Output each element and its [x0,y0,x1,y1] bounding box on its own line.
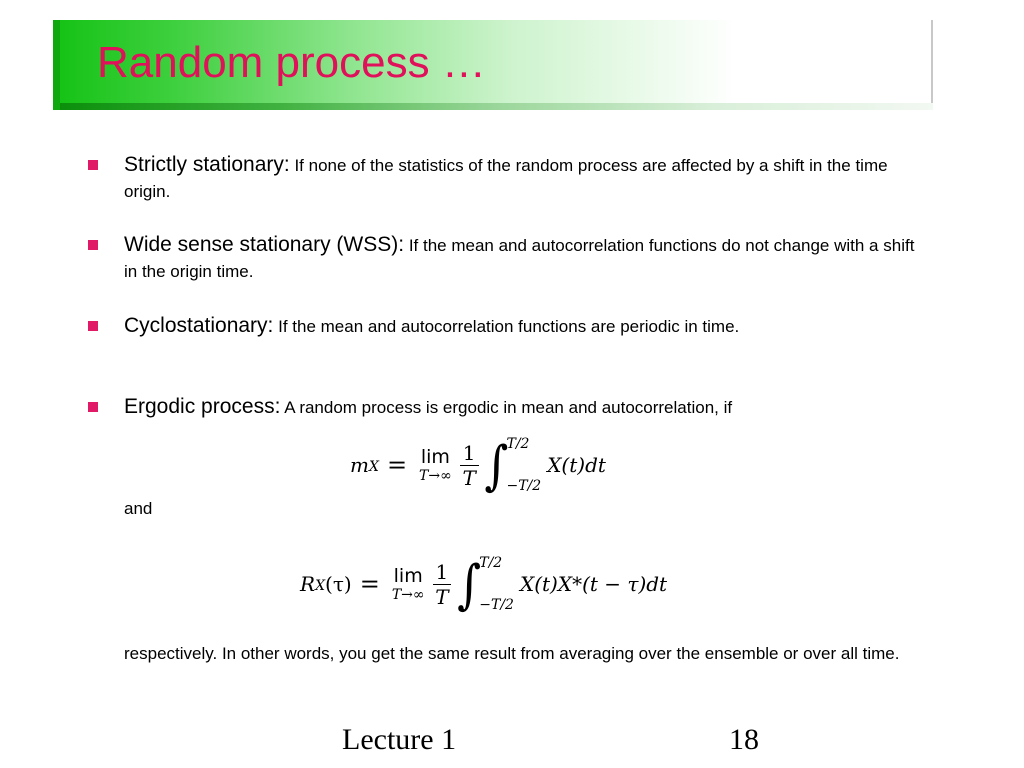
bullet-term: Strictly stationary: [124,153,290,176]
bullet-ergodic-process [88,394,928,421]
eq-lim-sub: T→∞ [419,468,452,484]
closing-text: respectively. In other words, you get the same result from averaging over the ensemble or over all time. [124,644,900,663]
bullet-square-icon [88,160,98,170]
eq-lim-sub: T→∞ [391,587,425,603]
bullet-term: Ergodic process: [124,395,281,418]
eq-equals: = [359,570,380,598]
bullet-term: Cyclostationary: [124,314,274,337]
eq-fraction [460,441,479,490]
bullet-cyclostationary [88,313,928,340]
eq-lhs-arg: (τ) [325,572,352,596]
slide-title: Random process … [97,38,486,87]
eq-limit [419,446,452,484]
eq-equals: = [386,451,408,479]
bullet-square-icon [88,402,98,412]
slide-number: 18 [729,723,759,756]
eq-lhs-sub: X [315,577,326,594]
eq-lhs: m [350,453,369,477]
title-bar-left-edge [53,20,60,110]
eq-int-upper: T/2 [506,436,530,452]
eq-int-upper: T/2 [479,555,503,571]
eq-frac-num: 1 [460,441,479,466]
bullet-desc: If the mean and autocorrelation functions are periodic in time. [273,317,740,336]
bullet-desc: If none of the statistics of the random process are affected by a shift in the time origin. [124,156,888,201]
bullet-desc: A random process is ergodic in mean and autocorrelation, if [280,398,733,417]
eq-frac-den: T [435,584,449,609]
eq-fraction [433,560,452,609]
bullet-wide-sense-stationary [88,232,928,285]
eq-lhs-sub: X [368,458,379,475]
eq-frac-den: T [462,465,476,490]
bullet-desc: If the mean and autocorrelation functions do not change with a shift in the origin time. [124,236,915,281]
eq-integral [484,433,542,497]
eq-lhs: R [300,572,316,596]
title-bar-shadow [60,103,933,110]
integral-icon: ∫ [484,433,509,497]
eq-int-lower: −T/2 [479,597,514,613]
equation-mean [350,433,606,497]
equation-autocorrelation [300,552,668,616]
eq-integrand: X(t)X*(t − τ)dt [519,572,668,596]
footer-lecture: Lecture 1 [342,723,457,756]
eq-lim-label: lim [393,565,423,587]
eq-integral [457,552,514,616]
bullet-strictly-stationary [88,152,928,205]
bullet-square-icon [88,321,98,331]
eq-limit [392,565,425,603]
bullet-term: Wide sense stationary (WSS): [124,233,405,256]
eq-frac-num: 1 [433,560,452,585]
eq-int-lower: −T/2 [506,478,542,494]
eq-lim-label: lim [420,446,450,468]
and-text: and [124,499,153,518]
integral-icon: ∫ [457,552,482,616]
eq-integrand: X(t)dt [547,453,606,477]
bullet-square-icon [88,240,98,250]
